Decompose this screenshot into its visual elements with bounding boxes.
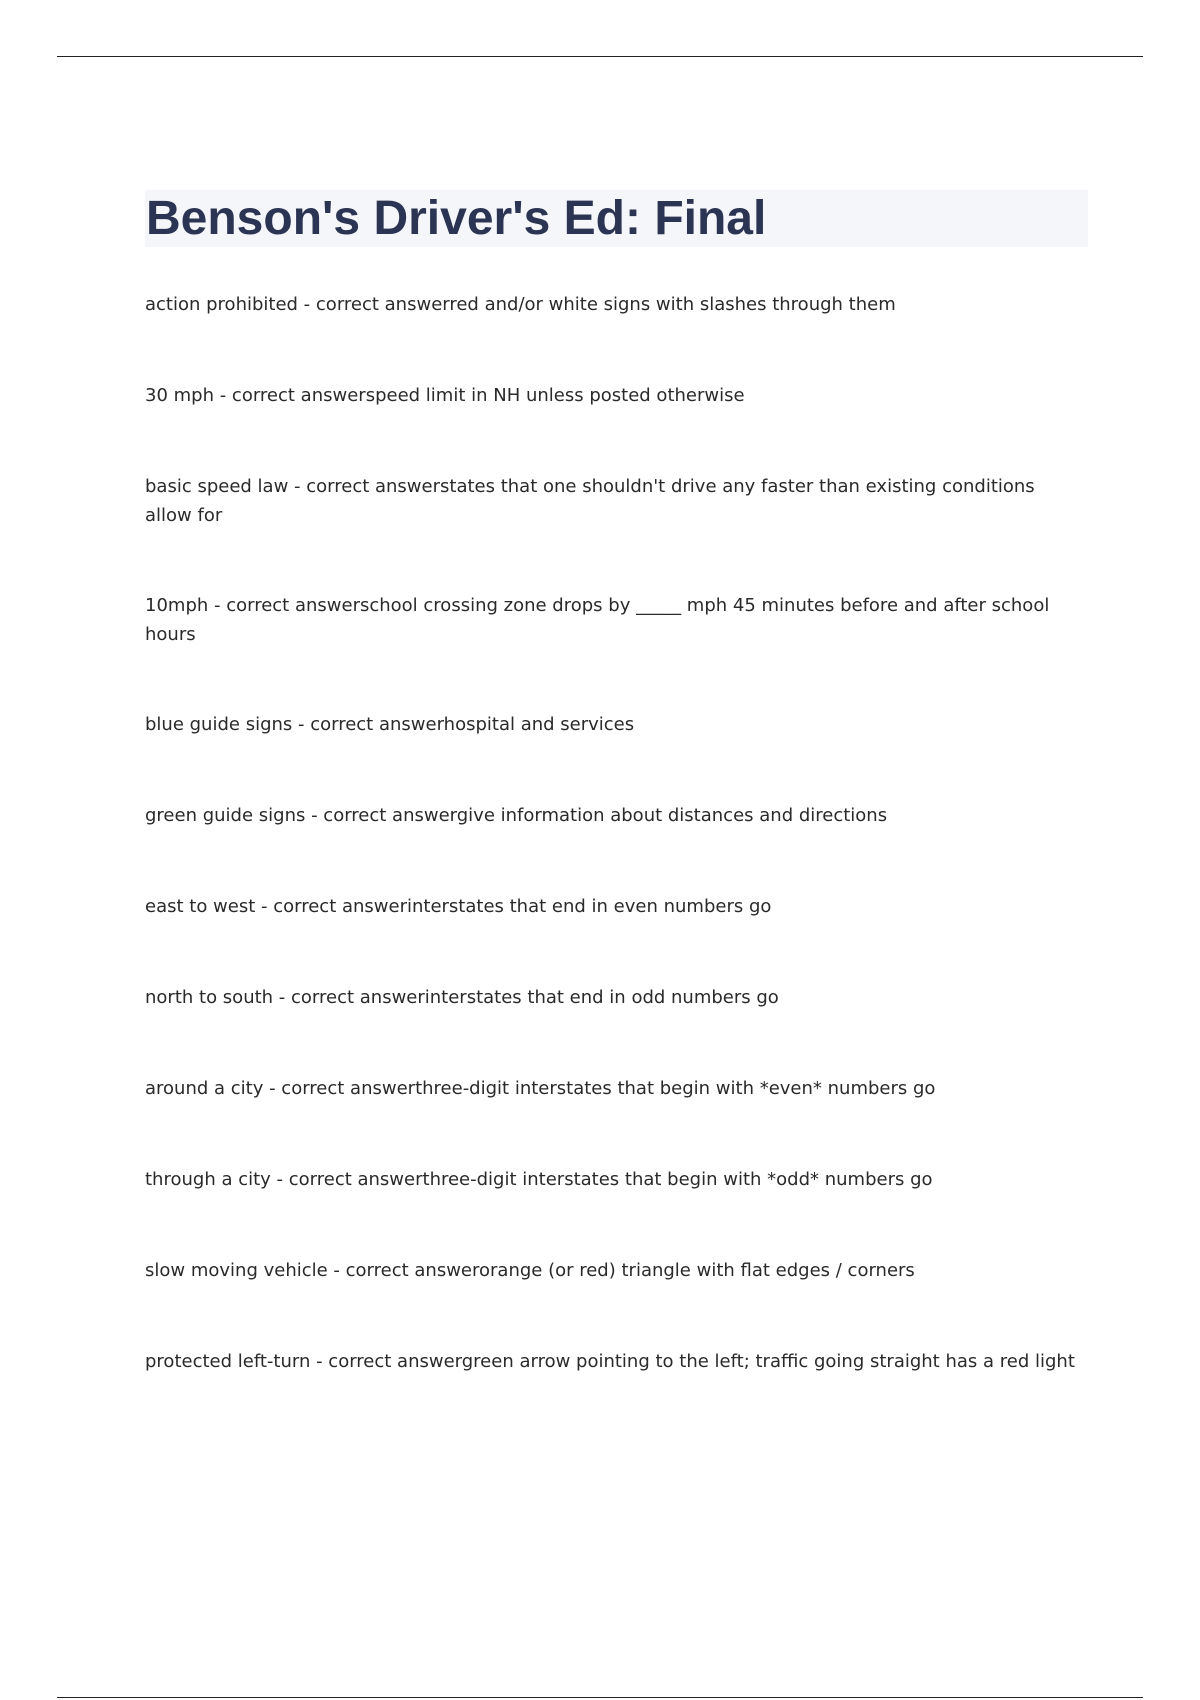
flashcard-entry: basic speed law - correct answerstates that one shouldn't drive any faster than existing conditions allow for — [145, 476, 1035, 526]
flashcard-entry: slow moving vehicle - correct answerorange (or red) triangle with flat edges / corners — [145, 1260, 915, 1281]
flashcard-entry: through a city - correct answerthree-digit interstates that begin with *odd* numbers go — [145, 1169, 933, 1190]
flashcard-entry: green guide signs - correct answergive information about distances and directions — [145, 805, 888, 826]
flashcard-list — [145, 290, 1085, 1438]
top-divider — [57, 56, 1143, 57]
flashcard-entry: east to west - correct answerinterstates that end in even numbers go — [145, 896, 772, 917]
flashcard-entry: blue guide signs - correct answerhospital and services — [145, 714, 635, 735]
flashcard-entry: around a city - correct answerthree-digit interstates that begin with *even* numbers go — [145, 1078, 936, 1099]
document-title: Benson's Driver's Ed: Final — [146, 192, 767, 245]
flashcard-entry: action prohibited - correct answerred and/or white signs with slashes through them — [145, 294, 896, 315]
flashcard-entry: protected left-turn - correct answergreen arrow pointing to the left; traffic going straight has a red light — [145, 1351, 1075, 1372]
bottom-divider — [57, 1697, 1143, 1698]
flashcard-entry: 10mph - correct answerschool crossing zone drops by _____ mph 45 minutes before and after school hours — [145, 595, 1050, 645]
flashcard-entry: north to south - correct answerinterstates that end in odd numbers go — [145, 987, 779, 1008]
flashcard-entry: 30 mph - correct answerspeed limit in NH unless posted otherwise — [145, 385, 745, 406]
